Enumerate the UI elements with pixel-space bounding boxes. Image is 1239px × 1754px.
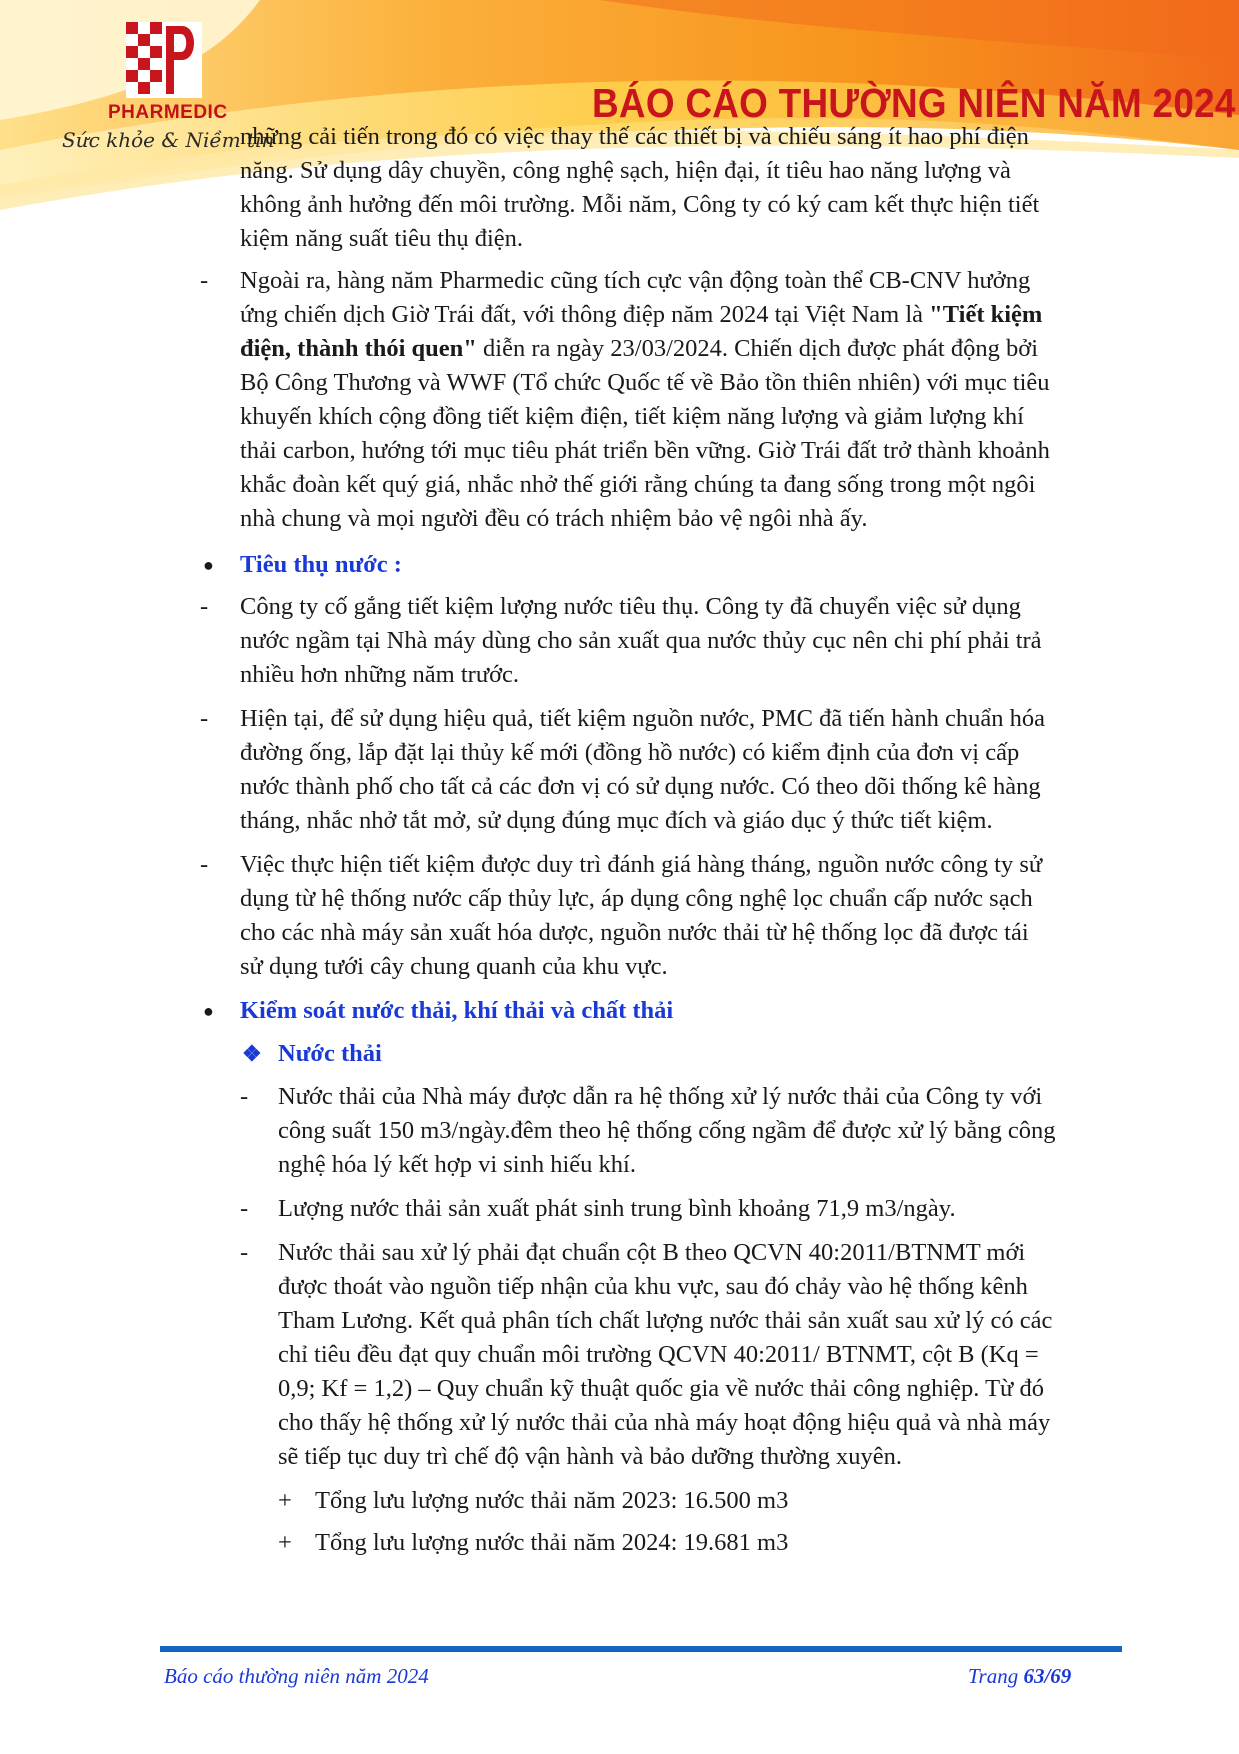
text-line: Công ty cố gắng tiết kiệm lượng nước tiêu thụ. Công ty đã chuyển việc sử dụng <box>240 593 1021 620</box>
text-line: dụng từ hệ thống nước cấp thủy lực, áp dụng công nghệ lọc chuẩn cấp nước sạch <box>240 885 1033 912</box>
text-line: khắc đoàn kết quý giá, nhắc nhở thế giới rằng chúng ta đang sống trong một ngôi <box>240 471 1036 498</box>
dash-marker: - <box>200 593 209 620</box>
text-line: nước ngầm tại Nhà máy dùng cho sản xuất qua nước thủy cục nên chi phí phải trả <box>240 627 1042 654</box>
section-heading-waste: Kiểm soát nước thải, khí thải và chất thải <box>240 997 674 1024</box>
text-line: năng. Sử dụng dây chuyền, công nghệ sạch, hiện đại, ít tiêu hao năng lượng và <box>240 157 1011 184</box>
text-line: nhiều hơn những năm trước. <box>240 661 520 688</box>
text-line: Nước thải sau xử lý phải đạt chuẩn cột B theo QCVN 40:2011/BTNMT mới <box>278 1239 1026 1266</box>
text-span: diễn ra ngày 23/03/2024. Chiến dịch được phát động bởi <box>476 335 1039 362</box>
subheading-wastewater: Nước thải <box>278 1040 382 1067</box>
text-line: kiệm năng suất tiêu thụ điện. <box>240 225 524 252</box>
text-line: Việc thực hiện tiết kiệm được duy trì đánh giá hàng tháng, nguồn nước công ty sử <box>240 851 1043 878</box>
diamond-marker: ❖ <box>242 1041 262 1066</box>
page-number: 63/69 <box>1023 1664 1072 1688</box>
text-line: 0,9; Kf = 1,2) – Quy chuẩn kỹ thuật quốc gia về nước thải công nghiệp. Từ đó <box>278 1375 1044 1402</box>
text-line: sẽ tiếp tục duy trì chế độ vận hành và bảo dưỡng thường xuyên. <box>278 1443 902 1470</box>
plus-marker: + <box>278 1487 292 1514</box>
text-line: Nước thải của Nhà máy được dẫn ra hệ thống xử lý nước thải của Công ty với <box>278 1083 1043 1110</box>
dash-marker: - <box>200 705 209 732</box>
text-line: không ảnh hưởng đến môi trường. Mỗi năm, Công ty có ký cam kết thực hiện tiết <box>240 191 1040 218</box>
brand-name: PHARMEDIC <box>108 102 228 123</box>
text-line: tháng, nhắc nhở tắt mở, sử dụng đúng mục đích và giáo dục ý thức tiết kiệm. <box>240 807 993 834</box>
footer-page-number <box>968 1664 1071 1689</box>
text-line: cho các nhà máy sản xuất hóa dược, nguồn nước thải từ hệ thống lọc đã được tái <box>240 919 1029 946</box>
brand-slogan: Sức khỏe & Niềm tin <box>62 128 275 152</box>
page-label: Trang <box>968 1664 1024 1688</box>
dash-marker: - <box>200 267 209 294</box>
dash-marker: - <box>240 1195 249 1222</box>
text-line: được thoát vào nguồn tiếp nhận của khu vực, sau đó chảy vào hệ thống kênh <box>278 1273 1028 1300</box>
total-2023: Tổng lưu lượng nước thải năm 2023: 16.500 m3 <box>315 1487 789 1514</box>
report-title: BÁO CÁO THƯỜNG NIÊN NĂM 2024 <box>592 80 1236 126</box>
text-line: công suất 150 m3/ngày.đêm theo hệ thống cống ngầm để được xử lý bằng công <box>278 1117 1056 1144</box>
bullet-marker: ● <box>203 555 214 575</box>
text-line: nước thành phố cho tất cả các đơn vị có sử dụng nước. Có theo dõi thống kê hàng <box>240 773 1041 800</box>
dash-marker: - <box>240 1239 249 1266</box>
text-line: Hiện tại, để sử dụng hiệu quả, tiết kiệm nguồn nước, PMC đã tiến hành chuẩn hóa <box>240 705 1045 732</box>
text-span: ứng chiến dịch Giờ Trái đất, với thông điệp năm 2024 tại Việt Nam là <box>240 301 930 328</box>
text-line: nhà chung và mọi người đều có trách nhiệm bảo vệ ngôi nhà ấy. <box>240 505 868 532</box>
text-line: chỉ tiêu đều đạt quy chuẩn môi trường QCVN 40:2011/ BTNMT, cột B (Kq = <box>278 1341 1039 1368</box>
text-line: Lượng nước thải sản xuất phát sinh trung bình khoảng 71,9 m3/ngày. <box>278 1195 956 1222</box>
plus-marker: + <box>278 1529 292 1556</box>
text-line: sử dụng tưới cây chung quanh của khu vực. <box>240 953 668 980</box>
text-line: khuyến khích cộng đồng tiết kiệm điện, tiết kiệm năng lượng và giảm lượng khí <box>240 403 1024 430</box>
text-line: những cải tiến trong đó có việc thay thế các thiết bị và chiếu sáng ít hao phí điện <box>240 123 1029 150</box>
footer-divider <box>160 1646 1122 1652</box>
pharmedic-logo <box>126 22 202 98</box>
text-line: nghệ hóa lý kết hợp vi sinh hiếu khí. <box>278 1151 636 1178</box>
text-line: cho thấy hệ thống xử lý nước thải của nhà máy hoạt động hiệu quả và nhà máy <box>278 1409 1051 1436</box>
text-line: Ngoài ra, hàng năm Pharmedic cũng tích cực vận động toàn thể CB-CNV hưởng <box>240 267 1031 294</box>
total-2024: Tổng lưu lượng nước thải năm 2024: 19.681 m3 <box>315 1529 789 1556</box>
dash-marker: - <box>200 851 209 878</box>
section-heading-water: Tiêu thụ nước : <box>240 551 402 578</box>
bullet-marker: ● <box>203 1001 214 1021</box>
footer-report-name: Báo cáo thường niên năm 2024 <box>164 1664 429 1688</box>
dash-marker: - <box>240 1083 249 1110</box>
text-line <box>240 298 1042 332</box>
campaign-message: "Tiết kiệm <box>929 301 1043 328</box>
text-line: Bộ Công Thương và WWF (Tổ chức Quốc tế về Bảo tồn thiên nhiên) với mục tiêu <box>240 369 1050 396</box>
text-line <box>240 332 1038 366</box>
text-line: Tham Lương. Kết quả phân tích chất lượng nước thải sản xuất sau xử lý có các <box>278 1307 1053 1334</box>
text-line: thải carbon, hướng tới mục tiêu phát triển bền vững. Giờ Trái đất trở thành khoảnh <box>240 437 1050 464</box>
text-line: đường ống, lắp đặt lại thủy kế mới (đồng hồ nước) có kiểm định của đơn vị cấp <box>240 739 1020 766</box>
campaign-message: điện, thành thói quen" <box>240 335 477 362</box>
